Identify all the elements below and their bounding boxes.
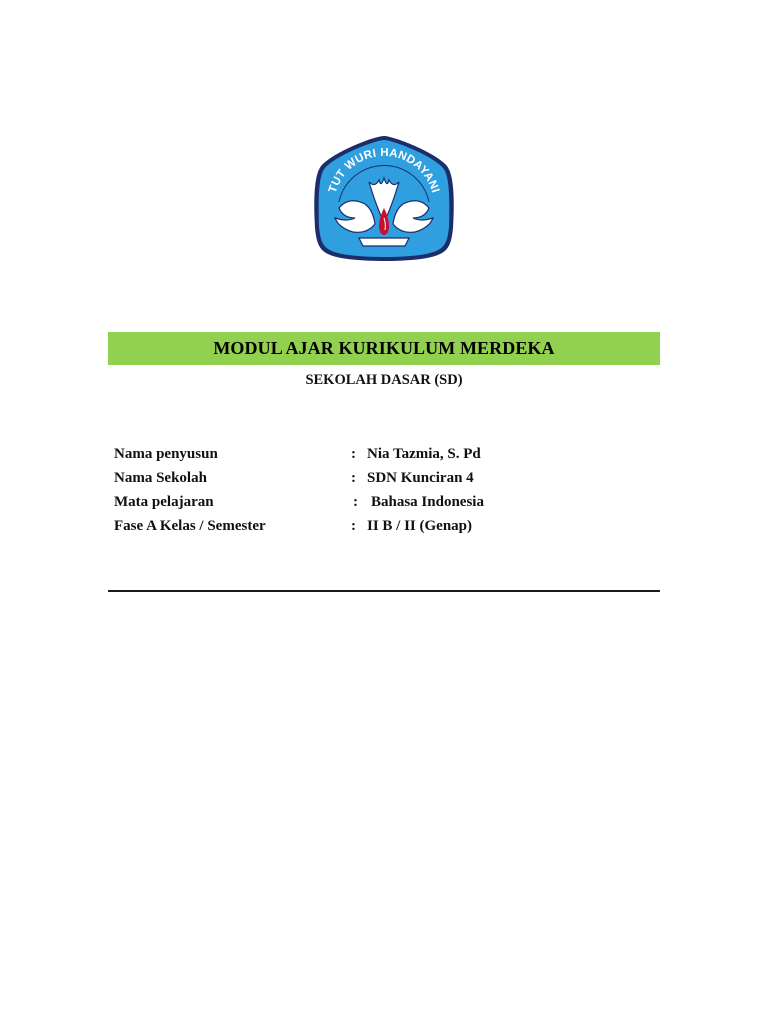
info-label: Nama penyusun [114,446,218,462]
info-row-mata-pelajaran [114,492,660,512]
logo-arc-text: TUT WURI HANDAYANI [326,146,442,195]
info-row-nama-sekolah [114,468,660,488]
info-label: Fase A Kelas / Semester [114,518,266,534]
horizontal-divider [108,590,660,592]
info-colon: : [351,446,356,462]
title-banner [108,332,660,365]
info-value: Nia Tazmia, S. Pd [367,446,481,462]
document-subtitle: SEKOLAH DASAR (SD) [305,372,463,388]
info-row-nama-penyusun [114,444,660,464]
info-colon: : [353,494,358,510]
tut-wuri-handayani-logo [309,132,459,266]
info-label: Nama Sekolah [114,470,207,486]
info-value: II B / II (Genap) [367,518,473,534]
info-colon: : [351,470,356,486]
info-value: SDN Kunciran 4 [367,470,474,486]
info-value: Bahasa Indonesia [371,494,484,510]
tut-wuri-handayani-emblem-icon [309,132,459,266]
document-title: MODUL AJAR KURIKULUM MERDEKA [213,338,555,358]
info-label: Mata pelajaran [114,494,214,510]
info-colon: : [351,518,356,534]
info-row-fase-kelas-semester [114,516,660,536]
